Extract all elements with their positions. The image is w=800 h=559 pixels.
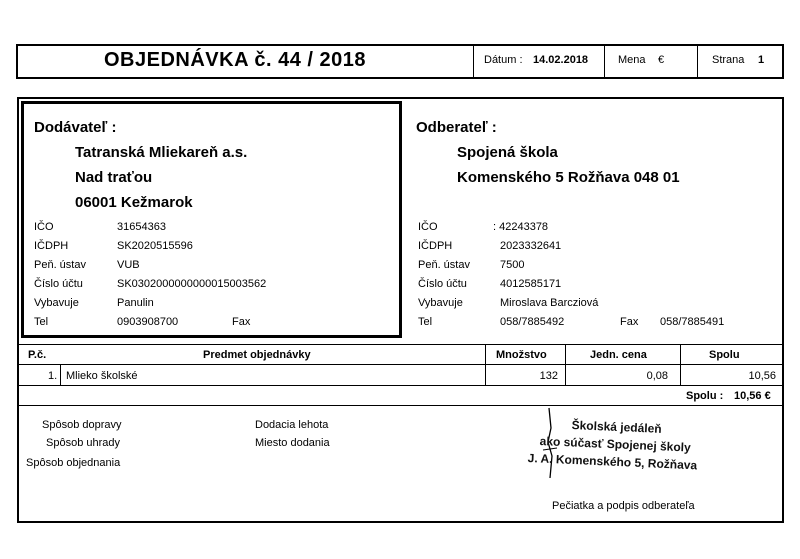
col-header-unit-price: Jedn. cena [590,349,647,361]
supplier-ico-label: IČO [34,221,54,233]
customer-fax-label: Fax [620,316,639,328]
sum-label: Spolu : [686,390,724,402]
signature-caption: Pečiatka a podpis odberateľa [552,500,695,512]
row-unit-price: 0,08 [646,370,668,382]
customer-fax-value: 058/7885491 [660,316,725,328]
customer-ico-label: IČO [418,221,438,233]
header-divider [473,45,474,78]
supplier-heading: Dodávateľ : [34,119,117,136]
order-method-label: Spôsob objednania [26,457,121,469]
col-header-qty: Množstvo [496,349,547,361]
customer-tel-value: 058/7885492 [500,316,565,328]
mena-value: € [658,54,665,66]
customer-account-value: 4012585171 [500,278,562,290]
row-qty: 132 [539,370,558,382]
stamp-line-1: Školská jedáleň [571,418,662,436]
supplier-bank-value: VUB [117,259,140,271]
supplier-name: Tatranská Mliekareň a.s. [75,144,248,161]
table-col-divider [485,345,486,385]
page-title: OBJEDNÁVKA č. 44 / 2018 [104,49,366,71]
customer-icdph-value: 2023332641 [500,240,562,252]
supplier-tel-value: 0903908700 [117,316,179,328]
customer-bank-value: 7500 [500,259,525,271]
datum-label: Dátum : [484,54,523,66]
supplier-account-value: SK0302000000000015003562 [117,278,267,290]
customer-account-label: Číslo účtu [418,278,467,290]
supplier-contact-value: Panulin [117,297,154,309]
mena-label: Mena [618,54,646,66]
supplier-ico-value: 31654363 [117,221,166,233]
supplier-tel-label: Tel [34,316,49,328]
customer-address: Komenského 5 Rožňava 048 01 [457,169,680,186]
payment-method-label: Spôsob uhrady [46,437,120,449]
table-top-line [18,344,783,345]
supplier-bank-label: Peň. ústav [34,259,86,271]
header-divider [697,45,698,78]
col-header-item: Predmet objednávky [203,349,311,361]
customer-tel-label: Tel [418,316,433,328]
supplier-icdph-label: IČDPH [34,240,69,252]
header-divider [604,45,605,78]
delivery-term-label: Dodacia lehota [255,419,329,431]
supplier-city: 06001 Kežmarok [75,194,193,211]
col-header-pc: P.č. [28,349,47,361]
customer-ico-value: : 42243378 [493,221,549,233]
supplier-street: Nad traťou [75,169,153,186]
transport-method-label: Spôsob dopravy [42,419,122,431]
row-total: 10,56 [748,370,776,382]
strana-value: 1 [758,54,765,66]
table-sum-line [18,405,783,406]
sum-value: 10,56 € [734,390,771,402]
delivery-place-label: Miesto dodania [255,437,330,449]
table-col-divider [680,345,681,385]
stamp-line-3: J. A. Komenského 5, Rožňava [527,451,698,473]
supplier-fax-label: Fax [232,316,251,328]
row-item: Mlieko školské [66,370,138,382]
table-row-line [18,385,783,386]
supplier-account-label: Číslo účtu [34,278,83,290]
table-col-divider [60,365,61,385]
customer-contact-value: Miroslava Barcziová [500,297,599,309]
stamp-line-2: ako súčasť Spojenej školy [539,434,692,455]
customer-contact-label: Vybavuje [418,297,463,309]
customer-bank-label: Peň. ústav [418,259,470,271]
supplier-icdph-value: SK2020515596 [117,240,193,252]
customer-name: Spojená škola [457,144,558,161]
customer-icdph-label: IČDPH [418,240,453,252]
table-col-divider [565,345,566,385]
table-header-line [18,364,783,365]
col-header-total: Spolu [709,349,740,361]
datum-value: 14.02.2018 [533,54,589,66]
strana-label: Strana [712,54,745,66]
row-pc: 1. [48,370,58,382]
customer-heading: Odberateľ : [416,119,497,136]
supplier-contact-label: Vybavuje [34,297,79,309]
